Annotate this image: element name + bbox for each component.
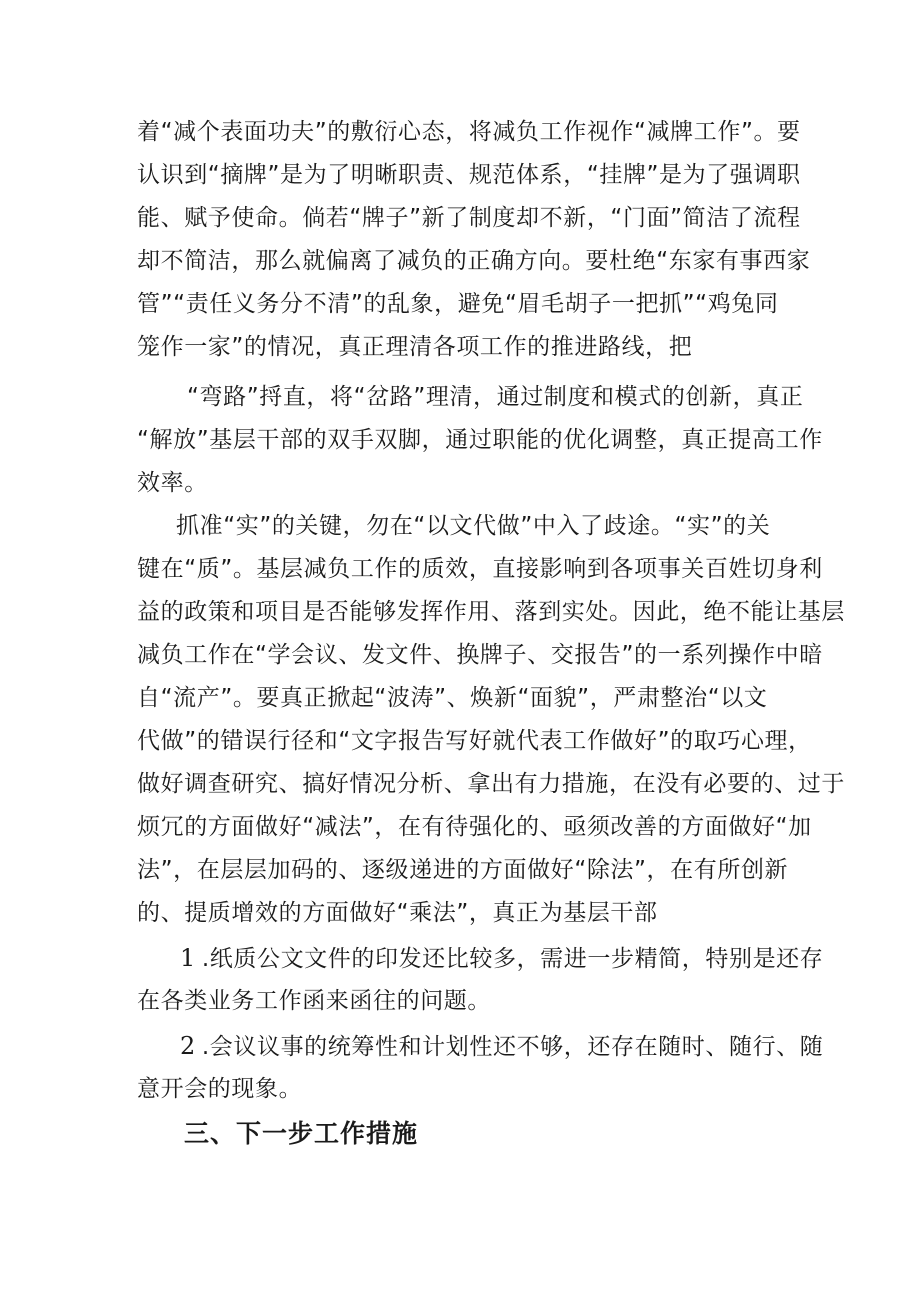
paragraph-line: 却不简洁，那么就偏离了减负的正确方向。要杜绝“东家有事西家: [137, 248, 811, 274]
paragraph-line: 自“流产”。要真正掀起“波涛”、焕新“面貌”，严肃整治“以文: [137, 685, 768, 711]
paragraph-line: 效率。: [137, 470, 208, 496]
paragraph-line: 能、赋予使命。倘若“牌子”新了制度却不新，“门面”简洁了流程: [137, 205, 801, 231]
paragraph-line: “弯路”捋直，将“岔路”理清，通过制度和模式的创新，真正: [187, 384, 804, 410]
paragraph-line: “解放”基层干部的双手双脚，通过职能的优化调整，真正提高工作: [137, 427, 823, 453]
paragraph-line: 着“减个表面功夫”的敷衍心态，将减负工作视作“减牌工作”。要: [137, 119, 801, 145]
list-item-text: .纸质公文文件的印发还比较多，需进一步精简，特别是还存: [201, 946, 824, 972]
list-item-text: .会议议事的统筹性和计划性还不够，还存在随时、随行、随: [201, 1034, 824, 1060]
paragraph-line: 笼作一家”的情况，真正理清各项工作的推进路线，把: [137, 334, 693, 360]
paragraph-line: 键在“质”。基层减负工作的质效，直接影响到各项事关百姓切身利: [137, 556, 823, 582]
list-item-first-line: [180, 943, 823, 974]
paragraph-line: 代做”的错误行径和“文字报告写好就代表工作做好”的取巧心理，: [137, 728, 812, 754]
paragraph-line: 减负工作在“学会议、发文件、换牌子、交报告”的一系列操作中暗: [137, 642, 823, 668]
paragraph-line: 抓准“实”的关键，勿在“以文代做”中入了歧途。“实”的关: [176, 513, 771, 539]
list-item-first-line: [180, 1031, 823, 1062]
list-item-line: 意开会的现象。: [137, 1076, 303, 1102]
paragraph-line: 认识到“摘牌”是为了明晰职责、规范体系，“挂牌”是为了强调职: [137, 162, 801, 188]
paragraph-line: 做好调查研究、搞好情况分析、拿出有力措施，在没有必要的、过于: [137, 771, 845, 797]
paragraph-line: 烦冗的方面做好“减法”，在有待强化的、亟须改善的方面做好“加: [137, 814, 812, 840]
list-item-number: 1: [180, 944, 196, 972]
section-heading: 三、下一步工作措施: [184, 1119, 419, 1148]
list-item-line: 在各类业务工作函来函往的问题。: [137, 988, 491, 1014]
paragraph-line: 法”，在层层加码的、逐级递进的方面做好“除法”，在有所创新: [137, 857, 789, 883]
paragraph-line: 的、提质增效的方面做好“乘法”，真正为基层干部: [137, 900, 658, 926]
paragraph-line: 益的政策和项目是否能够发挥作用、落到实处。因此，绝不能让基层: [137, 599, 845, 625]
paragraph-line: 管”“责任义务分不清”的乱象，避免“眉毛胡子一把抓”“鸡兔同: [137, 291, 779, 317]
list-item-number: 2: [180, 1032, 196, 1060]
